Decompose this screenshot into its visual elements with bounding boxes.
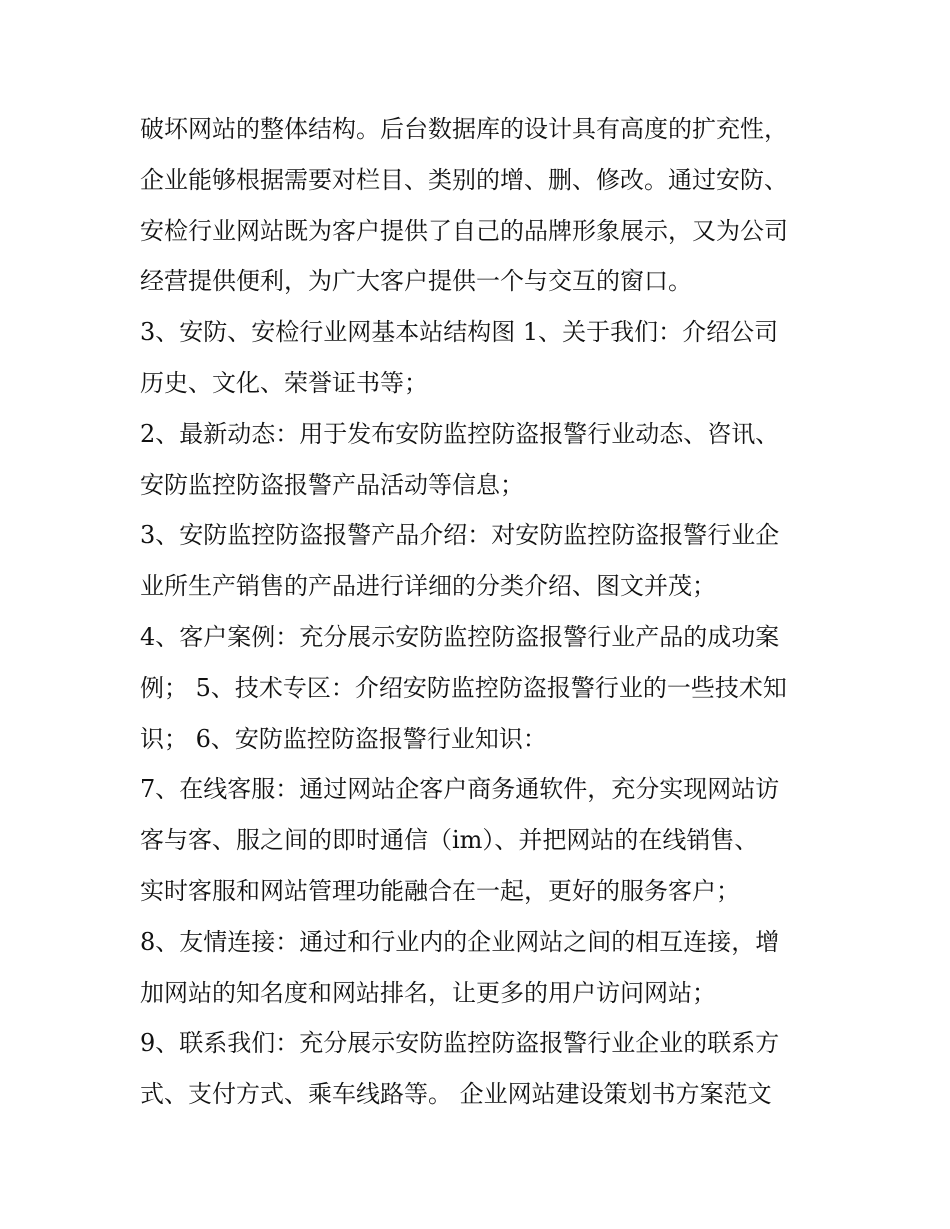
text-line: 安检行业网站既为客户提供了自己的品牌形象展示，又为公司 [140,216,788,245]
text-line: 客与客、服之间的即时通信（im）、并把网站的在线销售、 [140,826,759,855]
text-line: 经营提供便利，为广大客户提供一个与交互的窗口。 [140,267,692,296]
text-line: 识； 6、安防监控防盗报警行业知识： [140,724,547,753]
text-line: 破坏网站的整体结构。后台数据库的设计具有高度的扩充性， [140,115,788,143]
text-line: 企业能够根据需要对栏目、类别的增、删、修改。通过安防、 [140,165,788,194]
text-line: 式、支付方式、乘车线路等。 企业网站建设策划书方案范文 [140,1080,772,1109]
text-line: 加网站的知名度和网站排名，让更多的用户访问网站； [140,978,716,1007]
text-line: 8、友情连接：通过和行业内的企业网站之间的相互连接，增 [140,927,780,956]
text-line: 9、联系我们：充分展示安防监控防盗报警行业企业的联系方 [140,1029,780,1058]
body-text [140,104,820,1120]
text-line: 例； 5、技术专区：介绍安防监控防盗报警行业的一些技术知 [140,673,787,702]
text-line: 2、最新动态：用于发布安防监控防盗报警行业动态、咨讯、 [140,419,780,448]
text-line: 实时客服和网站管理功能融合在一起，更好的服务客户； [140,876,740,905]
text-line: 历史、文化、荣誉证书等； [140,368,428,397]
text-line: 业所生产销售的产品进行详细的分类介绍、图文并茂； [140,572,716,601]
text-line: 3、安防监控防盗报警产品介绍：对安防监控防盗报警行业企 [140,521,780,550]
text-line: 安防监控防盗报警产品活动等信息； [140,470,524,499]
text-line: 3、安防、安检行业网基本站结构图 1、关于我们：介绍公司 [140,318,779,347]
text-line: 7、在线客服：通过网站企客户商务通软件，充分实现网站访 [140,775,780,804]
text-line: 4、客户案例：充分展示安防监控防盗报警行业产品的成功案 [140,622,780,651]
